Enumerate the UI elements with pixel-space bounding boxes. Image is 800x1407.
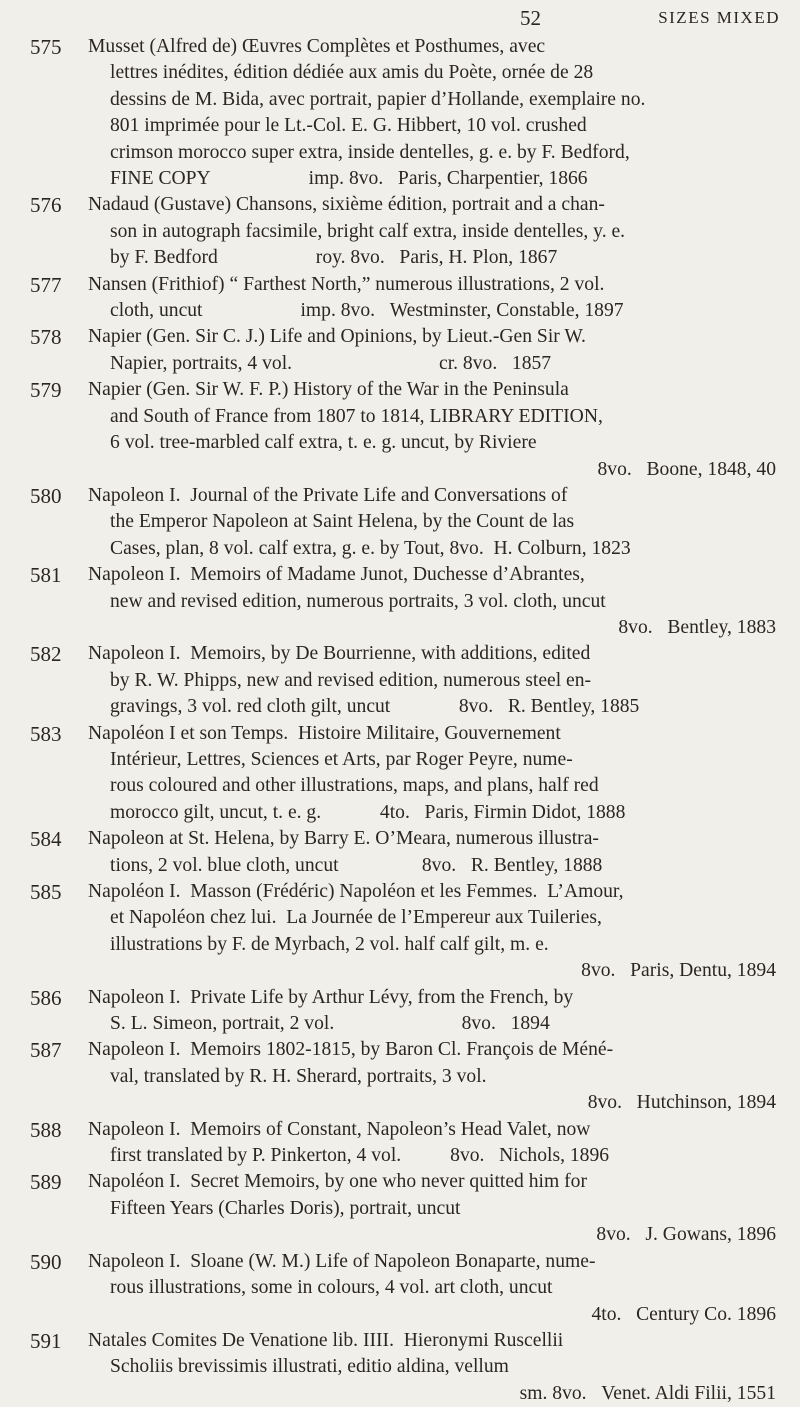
lot-description xyxy=(88,34,778,192)
page-header xyxy=(0,6,800,32)
lot-number: 585 xyxy=(30,880,62,904)
lot-description xyxy=(88,721,778,827)
description-line: Napier (Gen. Sir C. J.) Life and Opinions, by Lieut.-Gen Sir W. xyxy=(88,326,586,348)
description-line: Napoleon I. Memoirs of Constant, Napoleon’s Head Valet, now xyxy=(88,1118,591,1140)
lot-number: 583 xyxy=(30,721,62,746)
catalogue-entry xyxy=(0,1037,800,1116)
catalogue-entry xyxy=(0,34,800,192)
lot-description xyxy=(88,1169,778,1248)
description-line: sm. 8vo. Venet. Aldi Filii, 1551 xyxy=(519,1382,776,1404)
lot-description xyxy=(88,879,778,985)
description-line: Napoleon I. Sloane (W. M.) Life of Napoleon Bonaparte, nume- xyxy=(88,1250,596,1272)
lot-number: 575 xyxy=(30,35,62,59)
catalogue-entry xyxy=(0,985,800,1038)
catalogue-entry xyxy=(0,192,800,271)
description-line: gravings, 3 vol. red cloth gilt, uncut 8vo. R. Bentley, 1885 xyxy=(110,696,640,718)
description-line: Nansen (Frithiof) “ Farthest North,” numerous illustrations, 2 vol. xyxy=(88,273,605,295)
lot-number: 584 xyxy=(30,827,62,852)
description-line: 801 imprimée pour le Lt.-Col. E. G. Hibbert, 10 vol. crushed xyxy=(110,115,587,137)
lot-description xyxy=(88,483,778,562)
catalogue-entry xyxy=(0,272,800,325)
description-line: S. L. Simeon, portrait, 2 vol. 8vo. 1894 xyxy=(110,1013,550,1035)
lot-number: 588 xyxy=(30,1117,62,1142)
lot-number: 578 xyxy=(30,325,62,350)
description-line: 4to. Century Co. 1896 xyxy=(591,1303,776,1325)
lot-number: 579 xyxy=(30,378,62,403)
description-line: by R. W. Phipps, new and revised edition, numerous steel en- xyxy=(110,669,592,691)
description-line: Napoleon I. Memoirs 1802-1815, by Baron Cl. François de Méné- xyxy=(88,1039,614,1061)
description-line: crimson morocco super extra, inside dentelles, g. e. by F. Bedford, xyxy=(110,141,630,163)
description-line: Napoleon at St. Helena, by Barry E. O’Meara, numerous illustra- xyxy=(88,828,599,850)
description-line: 8vo. J. Gowans, 1896 xyxy=(596,1224,776,1246)
lot-number: 587 xyxy=(30,1038,62,1063)
lot-number: 576 xyxy=(30,193,62,218)
description-line: cloth, uncut imp. 8vo. Westminster, Constable, 1897 xyxy=(110,300,624,322)
catalogue-entry xyxy=(0,826,800,879)
description-line: morocco gilt, uncut, t. e. g. 4to. Paris, Firmin Didot, 1888 xyxy=(110,801,626,823)
description-line: Natales Comites De Venatione lib. IIII. Hieronymi Ruscellii xyxy=(88,1329,564,1351)
description-line: Napier, portraits, 4 vol. cr. 8vo. 1857 xyxy=(110,352,552,374)
lot-number: 591 xyxy=(30,1328,62,1353)
description-line: Scholiis brevissimis illustrati, editio aldina, vellum xyxy=(110,1356,509,1378)
description-line: tions, 2 vol. blue cloth, uncut 8vo. R. Bentley, 1888 xyxy=(110,854,603,876)
description-line: Napier (Gen. Sir W. F. P.) History of the War in the Peninsula xyxy=(88,379,569,401)
catalogue-entry xyxy=(0,483,800,562)
description-line: Napoléon I et son Temps. Histoire Militaire, Gouvernement xyxy=(88,722,561,744)
description-line: lettres inédites, édition dédiée aux amis du Poète, ornée de 28 xyxy=(110,62,594,84)
running-title: SIZES MIXED xyxy=(658,8,780,27)
description-line: Napoleon I. Memoirs of Madame Junot, Duchesse d’Abrantes, xyxy=(88,564,585,586)
catalogue-entries xyxy=(0,34,800,1407)
lot-description xyxy=(88,272,778,325)
description-line: Intérieur, Lettres, Sciences et Arts, par Roger Peyre, nume- xyxy=(110,748,573,770)
description-line: illustrations by F. de Myrbach, 2 vol. half calf gilt, m. e. xyxy=(110,933,549,955)
description-line: Fifteen Years (Charles Doris), portrait, uncut xyxy=(110,1197,461,1219)
catalogue-entry xyxy=(0,1249,800,1328)
description-line: Cases, plan, 8 vol. calf extra, g. e. by Tout, 8vo. H. Colburn, 1823 xyxy=(110,537,631,559)
description-line: val, translated by R. H. Sherard, portraits, 3 vol. xyxy=(110,1065,487,1087)
lot-number: 589 xyxy=(30,1170,62,1195)
catalogue-entry xyxy=(0,879,800,985)
description-line: 8vo. Paris, Dentu, 1894 xyxy=(581,960,776,982)
description-line: 8vo. Boone, 1848, 40 xyxy=(597,458,776,480)
description-line: 8vo. Hutchinson, 1894 xyxy=(587,1092,776,1114)
lot-description xyxy=(88,1117,778,1170)
description-line: et Napoléon chez lui. La Journée de l’Empereur aux Tuileries, xyxy=(110,907,602,929)
description-line: Musset (Alfred de) Œuvres Complètes et Posthumes, avec xyxy=(88,36,546,57)
description-line: son in autograph facsimile, bright calf extra, inside dentelles, y. e. xyxy=(110,220,626,242)
description-line: rous illustrations, some in colours, 4 vol. art cloth, uncut xyxy=(110,1277,553,1299)
description-line: first translated by P. Pinkerton, 4 vol. 8vo. Nichols, 1896 xyxy=(110,1145,610,1167)
description-line: Napoleon I. Private Life by Arthur Lévy, from the French, by xyxy=(88,986,574,1008)
catalogue-entry xyxy=(0,1169,800,1248)
description-line: Napoléon I. Secret Memoirs, by one who never quitted him for xyxy=(88,1171,587,1193)
lot-number: 586 xyxy=(30,985,62,1010)
description-line: 6 vol. tree-marbled calf extra, t. e. g. uncut, by Riviere xyxy=(110,432,537,454)
lot-number: 580 xyxy=(30,483,62,508)
description-line: Napoleon I. Journal of the Private Life and Conversations of xyxy=(88,484,568,506)
lot-number: 582 xyxy=(30,642,62,667)
description-line: Nadaud (Gustave) Chansons, sixième édition, portrait and a chan- xyxy=(88,194,605,216)
lot-number: 590 xyxy=(30,1249,62,1274)
lot-number: 577 xyxy=(30,272,62,297)
description-line: Napoléon I. Masson (Frédéric) Napoléon et les Femmes. L’Amour, xyxy=(88,881,624,902)
description-line: new and revised edition, numerous portraits, 3 vol. cloth, uncut xyxy=(110,590,606,612)
lot-description xyxy=(88,377,778,483)
catalogue-entry xyxy=(0,377,800,483)
lot-description xyxy=(88,324,778,377)
lot-description xyxy=(88,192,778,271)
catalogue-entry xyxy=(0,641,800,720)
lot-description xyxy=(88,1328,778,1407)
catalogue-entry xyxy=(0,721,800,827)
lot-description xyxy=(88,1037,778,1116)
description-line: FINE COPY imp. 8vo. Paris, Charpentier, 1866 xyxy=(110,168,588,190)
description-line: rous coloured and other illustrations, maps, and plans, half red xyxy=(110,775,599,797)
catalogue-entry xyxy=(0,1328,800,1407)
description-line: and South of France from 1807 to 1814, LIBRARY EDITION, xyxy=(110,405,603,427)
page-number: 52 xyxy=(520,6,541,30)
catalogue-entry xyxy=(0,562,800,641)
lot-description xyxy=(88,826,778,879)
catalogue-entry xyxy=(0,1117,800,1170)
description-line: dessins de M. Bida, avec portrait, papier d’Hollande, exemplaire no. xyxy=(110,88,646,110)
lot-description xyxy=(88,985,778,1038)
lot-description xyxy=(88,641,778,720)
lot-description xyxy=(88,562,778,641)
description-line: Napoleon I. Memoirs, by De Bourrienne, with additions, edited xyxy=(88,643,591,665)
lot-description xyxy=(88,1249,778,1328)
description-line: by F. Bedford roy. 8vo. Paris, H. Plon, 1867 xyxy=(110,247,558,269)
description-line: the Emperor Napoleon at Saint Helena, by the Count de las xyxy=(110,511,575,533)
catalogue-entry xyxy=(0,324,800,377)
description-line: 8vo. Bentley, 1883 xyxy=(618,616,776,638)
lot-number: 581 xyxy=(30,563,62,588)
